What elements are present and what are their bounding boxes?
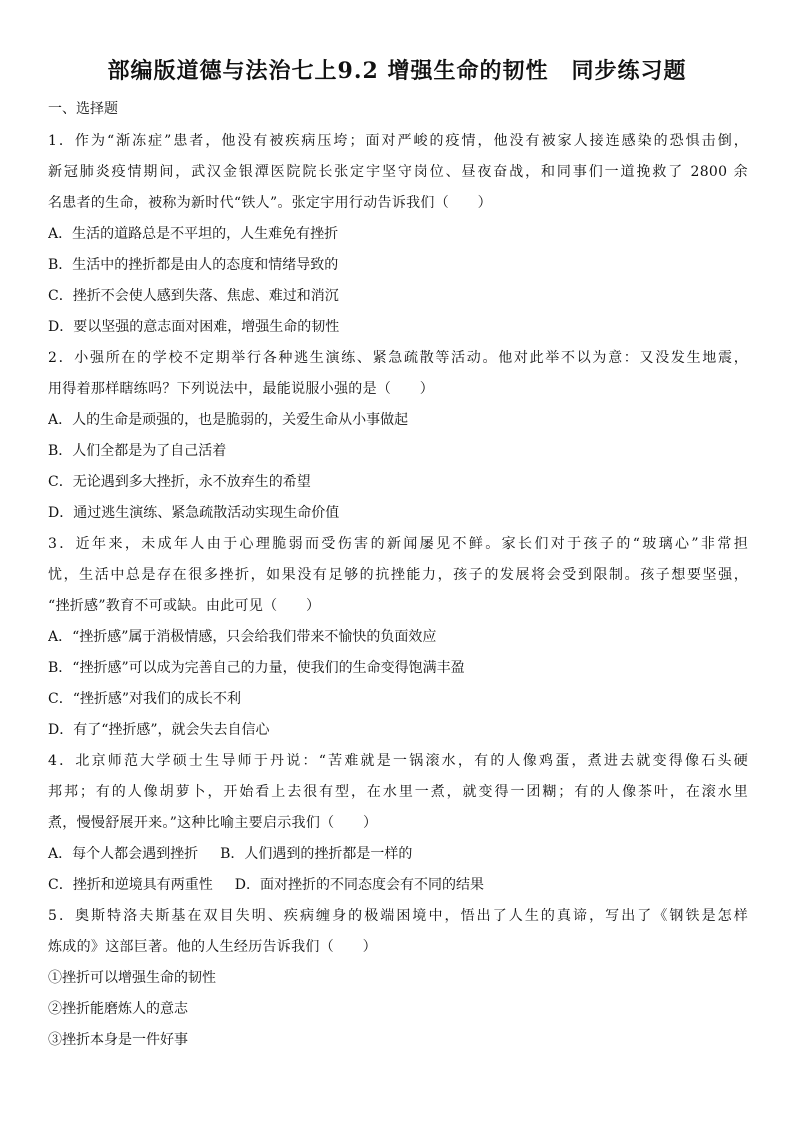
option-c: C．“挫折感”对我们的成长不利 <box>48 691 242 707</box>
option-d: D．有了“挫折感”，就会失去自信心 <box>48 722 270 738</box>
option-b: B．“挫折感”可以成为完善自己的力量，使我们的生命变得饱满丰盈 <box>48 660 465 676</box>
question-stem-line: 新冠肺炎疫情期间，武汉金银潭医院院长张定宇坚守岗位、昼夜奋战，和同事们一道挽救了 2800 余 <box>48 164 748 180</box>
question-stem-line: 4．北京师范大学硕士生导师于丹说：“苦难就是一锅滚水，有的人像鸡蛋，煮进去就变得像石头硬 <box>48 753 748 769</box>
question-stem-line: 3．近年来，未成年人由于心理脆弱而受伤害的新闻屡见不鲜。家长们对于孩子的“玻璃心”非常担 <box>48 536 748 552</box>
question-stem-line: 1．作为“渐冻症”患者，他没有被疾病压垮；面对严峻的疫情，他没有被家人接连感染的恐惧击倒， <box>48 133 748 149</box>
question-2 <box>48 343 748 529</box>
question-stem-line: 炼成的》这部巨著。他的人生经历告诉我们（ ） <box>48 939 377 955</box>
section-heading: 一、选择题 <box>48 101 118 117</box>
option-d: D．通过逃生演练、紧急疏散活动实现生命价值 <box>48 505 340 521</box>
statement-item-2: ②挫折能磨炼人的意志 <box>48 1001 188 1017</box>
option-row <box>48 839 748 870</box>
option-c: C．无论遇到多大挫折，永不放弃生的希望 <box>48 474 311 490</box>
option-d: D．要以坚强的意志面对困难，增强生命的韧性 <box>48 319 340 335</box>
option-a: A．生活的道路总是不平坦的，人生难免有挫折 <box>48 226 339 242</box>
question-stem-line: 煮，慢慢舒展开来。”这种比喻主要启示我们（ ） <box>48 815 378 831</box>
question-stem-line: 2．小强所在的学校不定期举行各种逃生演练、紧急疏散等活动。他对此举不以为意：又没发生地震， <box>48 350 748 366</box>
page-title: 部编版道德与法治七上9.2 增强生命的韧性 同步练习题 <box>107 58 687 84</box>
option-d: D．面对挫折的不同态度会有不同的结果 <box>234 877 484 893</box>
option-c: C．挫折不会使人感到失落、焦虑、难过和消沉 <box>48 288 339 304</box>
question-stem-line: 用得着那样瞎练吗？下列说法中，最能说服小强的是（ ） <box>48 381 435 397</box>
statement-item-1: ①挫折可以增强生命的韧性 <box>48 970 216 986</box>
question-stem-line: 5．奥斯特洛夫斯基在双目失明、疾病缠身的极端困境中，悟出了人生的真谛，写出了《钢铁是怎样 <box>48 908 748 924</box>
option-a: A．“挫折感”属于消极情感，只会给我们带来不愉快的负面效应 <box>48 629 437 645</box>
option-b: B．生活中的挫折都是由人的态度和情绪导致的 <box>48 257 339 273</box>
question-5 <box>48 901 748 1056</box>
question-stem-line: 邦邦；有的人像胡萝卜，开始看上去很有型，在水里一煮，就变得一团糊；有的人像茶叶，在滚水里 <box>48 784 748 800</box>
question-3 <box>48 529 748 746</box>
option-a: A．每个人都会遇到挫折 <box>48 846 199 862</box>
option-b: B．人们遇到的挫折都是一样的 <box>220 846 413 862</box>
option-a: A．人的生命是顽强的，也是脆弱的，关爱生命从小事做起 <box>48 412 409 428</box>
question-stem-line: 忧，生活中总是存在很多挫折，如果没有足够的抗挫能力，孩子的发展将会受到限制。孩子想要坚强， <box>48 567 748 583</box>
option-b: B．人们全都是为了自己活着 <box>48 443 227 459</box>
question-4 <box>48 746 748 901</box>
statement-item-3: ③挫折本身是一件好事 <box>48 1032 188 1048</box>
option-row <box>48 870 748 901</box>
question-stem-line: 名患者的生命，被称为新时代“铁人”。张定宇用行动告诉我们（ ） <box>48 195 492 211</box>
option-c: C．挫折和逆境具有两重性 <box>48 877 213 893</box>
document-body <box>48 96 748 1056</box>
question-1 <box>48 126 748 343</box>
question-stem-line: “挫折感”教育不可或缺。由此可见（ ） <box>48 598 321 614</box>
